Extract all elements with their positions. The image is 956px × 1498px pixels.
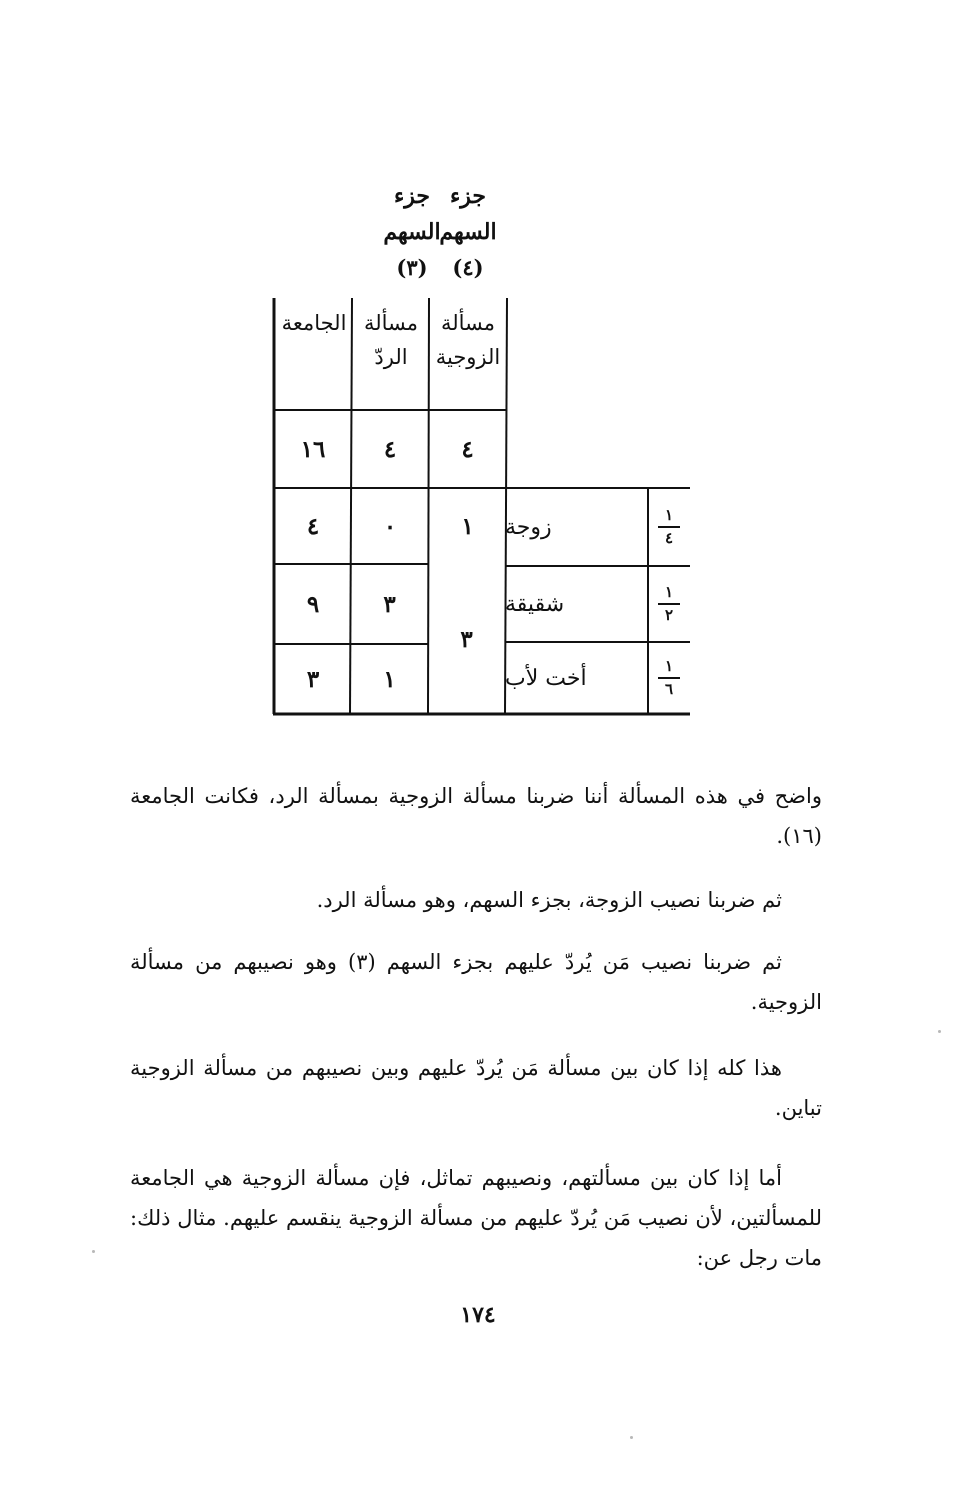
scan-speck [938, 1030, 941, 1033]
fraction-denominator: ٢ [664, 606, 674, 624]
fraction-wife [648, 488, 690, 566]
colheader-zawjiya: مسألة الزوجية [435, 311, 501, 369]
paragraph-5: أما إذا كان بين مسألتهم، ونصيبهم تماثل، فإن مسألة الزوجية هي الجامعة للمسألتين، لأن نصيب مَن يُردّ عليهم من مسألة الزوجية ينقسم عليهم. مثال ذلك: مات رجل عن: [130, 1166, 822, 1270]
paragraph-4: هذا كله إذا كان بين مسألة مَن يُردّ عليهم وبين نصيبهم من مسألة الزوجية تباين. [130, 1056, 822, 1120]
fraction-numerator: ١ [664, 506, 674, 524]
fraction-bar [658, 677, 680, 679]
header-part-number: (٣) [396, 255, 428, 280]
paragraph-2: ثم ضربنا نصيب الزوجة، بجزء السهم، وهو مسألة الرد. [316, 888, 782, 912]
fraction-numerator: ١ [664, 583, 674, 601]
merged-zawjiya-share: ٣ [460, 625, 473, 653]
multiplier-radd: ٤ [383, 435, 397, 463]
row-paternal-radd: ١ [383, 665, 396, 693]
row-wife-zawjiya: ١ [461, 512, 474, 540]
colheader-jamia: الجامعة [281, 311, 347, 335]
header-line: السهم [383, 219, 441, 245]
row-wife-jamia: ٤ [306, 512, 320, 540]
row-sister-jamia: ٩ [306, 590, 320, 618]
header-part-number: (٤) [452, 255, 484, 280]
fraction-bar [658, 603, 680, 605]
header-line: السهم [439, 219, 497, 245]
fraction-denominator: ٦ [664, 680, 674, 698]
heir-wife: زوجة [505, 514, 552, 540]
scan-speck [92, 1250, 95, 1253]
row-paternal-jamia: ٣ [306, 665, 320, 693]
header-line: جزء [393, 183, 431, 209]
fraction-numerator: ١ [664, 657, 674, 675]
header-column-radd [342, 178, 482, 286]
scan-speck [630, 1436, 633, 1439]
fraction-denominator: ٤ [664, 529, 674, 547]
paragraph-3: ثم ضربنا نصيب مَن يُردّ عليهم بجزء السهم (٣) وهو نصيبهم من مسألة الزوجية. [130, 950, 822, 1014]
multiplier-jamia: ١٦ [300, 435, 326, 463]
page-number: ١٧٤ [460, 1302, 496, 1328]
row-sister-radd: ٣ [383, 590, 396, 618]
row-wife-radd: ٠ [383, 512, 397, 540]
fraction-bar [658, 526, 680, 528]
header-line: جزء [449, 183, 487, 209]
heir-paternal-sister: أخت لأب [505, 665, 587, 691]
colheader-radd: مسألة الردّ [363, 311, 419, 369]
fraction-paternal-sister [648, 642, 690, 714]
paragraph-1: واضح في هذه المسألة أننا ضربنا مسألة الزوجية بمسألة الرد، فكانت الجامعة (١٦). [130, 784, 822, 848]
fraction-full-sister [648, 566, 690, 642]
heir-full-sister: شقيقة [505, 591, 565, 617]
multiplier-zawjiya: ٤ [461, 435, 474, 463]
